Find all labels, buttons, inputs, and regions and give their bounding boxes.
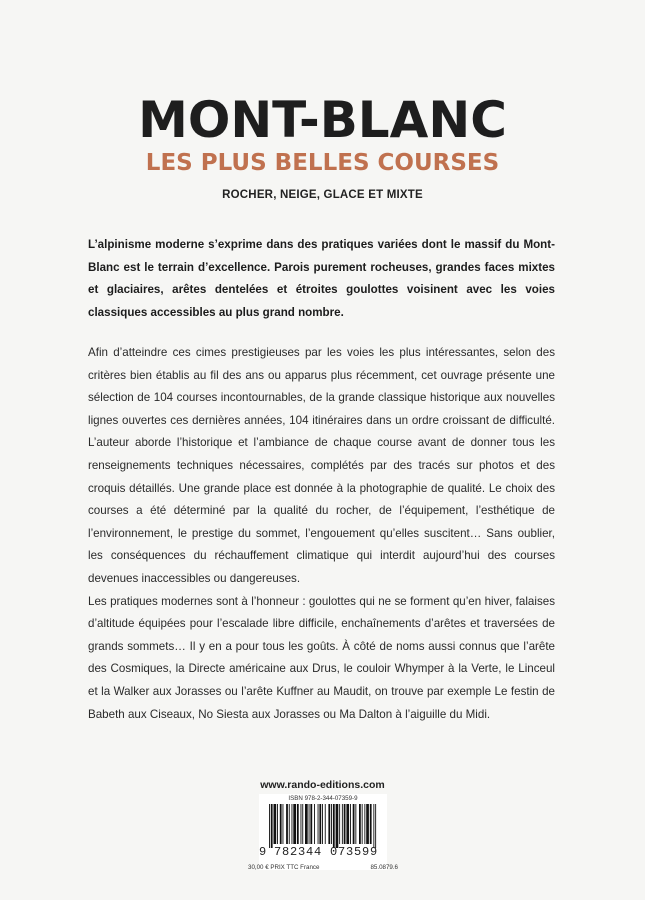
- body-paragraph-1: Afin d’atteindre ces cimes prestigieuses par les voies les plus intéressantes, selon des critères bien établis au fil des ans ou apparus plus récemment, cet ouvrage présente une sélection de 104 courses incontournables, de la grande classique historique aux nouvelles lignes ouvertes ces dernières années, 104 itinéraires dans un ordre croissant de difficulté. L’auteur aborde l’historique et l’ambiance de chaque course avant de donner tous les renseignements techniques nécessaires, complétés par des tracés sur photos et des croquis détaillés. Une grande place est donnée à la photographie de qualité. Le choix des courses a été déterminé par la qualité du rocher, de l’équipement, l’esthétique de l’environnement, le prestige du sommet, l’engouement qu’elles suscitent… Sans oublier, les conséquences du réchauffement climatique qui interdit aujourd’hui des courses devenues inaccessibles ou dangereuses.: [88, 346, 555, 585]
- intro-paragraph: [88, 234, 555, 324]
- description-body: [88, 342, 555, 726]
- book-subtitle: LES PLUS BELLES COURSES: [145, 150, 500, 176]
- barcode-icon: [265, 804, 381, 848]
- barcode-block: [259, 794, 387, 870]
- isbn-label: ISBN 978-2-344-07359-9: [288, 795, 358, 802]
- barcode-digit-first: 9: [259, 845, 267, 859]
- body-paragraph-2: Les pratiques modernes sont à l’honneur : goulottes qui ne se forment qu’en hiver, falaises d’altitude équipées pour l’escalade libre difficile, enchaînements d’arêtes et traversées de grands sommets… Il y en a pour tous les goûts. À côté de noms aussi connus que l’arête des Cosmiques, la Directe américaine aux Drus, le couloir Whymper à la Verte, le Linceul et la Walker aux Jorasses ou l’arête Kuffner au Maudit, on trouve par exemple Le festin de Babeth aux Ciseaux, No Siesta aux Jorasses ou Ma Dalton à l’aiguille du Midi.: [88, 594, 555, 721]
- intro-text: L’alpinisme moderne s’exprime dans des pratiques variées dont le massif du Mont-Blanc est le terrain d’excellence. Parois purement rocheuses, grandes faces mixtes et glaciaires, arêtes dentelées et étroites goulottes voisinent avec les voies classiques accessibles au plus grand nombre.: [88, 238, 555, 319]
- price-label: 30,00 € PRIX TTC France: [248, 864, 320, 871]
- product-code: 85.0879.6: [370, 864, 398, 871]
- publisher-website[interactable]: www.rando-editions.com: [260, 779, 385, 791]
- book-title: MONT-BLANC: [138, 91, 507, 149]
- barcode-digits-right: 073599: [330, 845, 379, 859]
- barcode-digits: [259, 845, 387, 859]
- barcode-digits-left: 782344: [274, 845, 323, 859]
- book-tagline: ROCHER, NEIGE, GLACE ET MIXTE: [222, 189, 423, 201]
